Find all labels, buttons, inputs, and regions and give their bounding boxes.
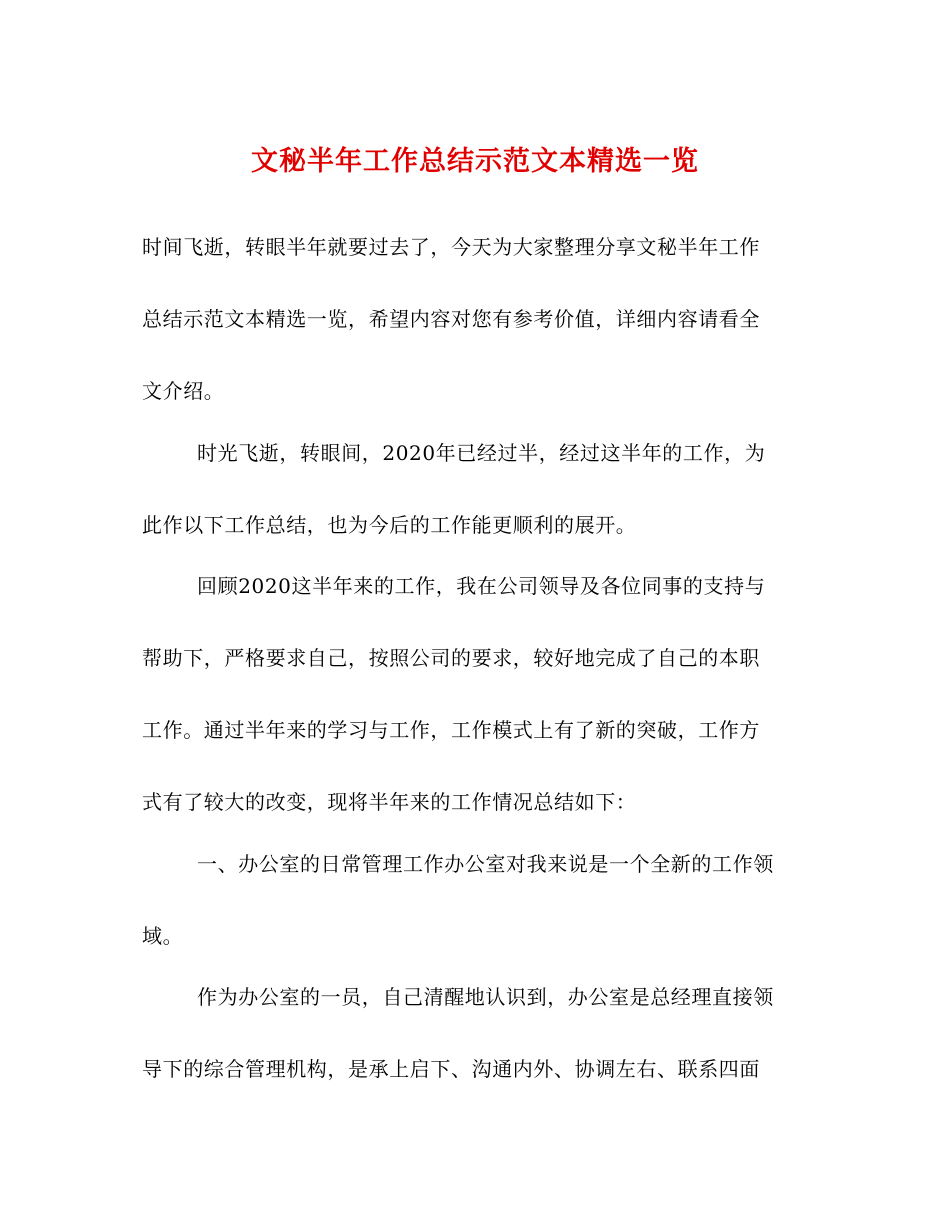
document-title: 文秘半年工作总结示范文本精选一览 [251,146,699,177]
paragraph-line: 导下的综合管理机构，是承上启下、沟通内外、协调左右、联系四面 [142,1057,760,1081]
paragraph-line: 此作以下工作总结，也为今后的工作能更顺利的展开。 [142,513,637,537]
paragraph-line: 时光飞逝，转眼间，2020年已经过半，经过这半年的工作，为 [197,441,766,465]
paragraph-line: 回顾2020这半年来的工作，我在公司领导及各位同事的支持与 [197,574,766,598]
paragraph-line: 式有了较大的改变，现将半年来的工作情况总结如下： [142,790,637,814]
paragraph-line: 时间飞逝，转眼半年就要过去了，今天为大家整理分享文秘半年工作 [142,235,760,259]
paragraph-line: 域。 [142,924,184,948]
paragraph-line: 一、办公室的日常管理工作办公室对我来说是一个全新的工作领 [197,852,774,876]
paragraph-line: 总结示范文本精选一览，希望内容对您有参考价值，详细内容请看全 [142,307,760,331]
paragraph-line: 工作。通过半年来的学习与工作，工作模式上有了新的突破，工作方 [142,718,760,742]
paragraph-line: 作为办公室的一员，自己清醒地认识到，办公室是总经理直接领 [197,985,774,1009]
paragraph-line: 帮助下，严格要求自己，按照公司的要求，较好地完成了自己的本职 [142,646,760,670]
paragraph-line: 文介绍。 [142,379,225,403]
